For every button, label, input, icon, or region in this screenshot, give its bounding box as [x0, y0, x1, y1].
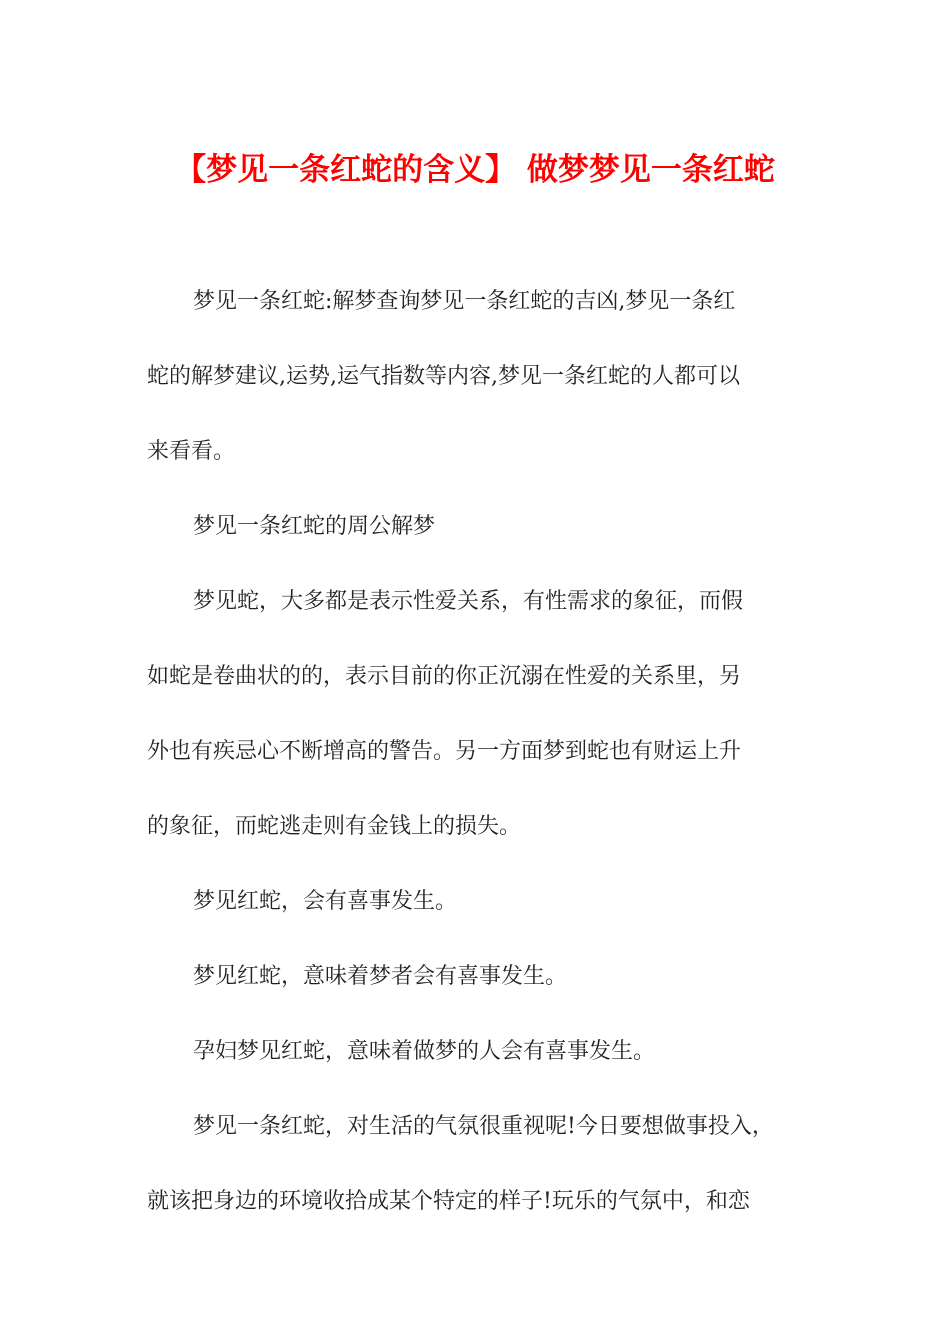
- body-line: 的象征，而蛇逃走则有金钱上的损失。: [147, 814, 522, 839]
- body-line: 孕妇梦见红蛇，意味着做梦的人会有喜事发生。: [193, 1039, 656, 1064]
- document-title: 【梦见一条红蛇的含义】 做梦梦见一条红蛇: [175, 152, 775, 188]
- body-line: 就该把身边的环境收拾成某个特定的样子!玩乐的气氛中，和恋: [147, 1189, 750, 1214]
- body-line: 蛇的解梦建议,运势,运气指数等内容,梦见一条红蛇的人都可以: [147, 364, 740, 389]
- body-line: 外也有疾忌心不断增高的警告。另一方面梦到蛇也有财运上升: [147, 739, 742, 764]
- document-body: [147, 264, 807, 1239]
- body-line: 梦见一条红蛇:解梦查询梦见一条红蛇的吉凶,梦见一条红: [193, 289, 736, 314]
- section-heading: 梦见一条红蛇的周公解梦: [193, 514, 436, 539]
- body-line: 梦见红蛇，会有喜事发生。: [193, 889, 458, 914]
- body-line: 梦见蛇，大多都是表示性爱关系，有性需求的象征，而假: [193, 589, 744, 614]
- body-line: 来看看。: [147, 439, 236, 464]
- body-line: 梦见红蛇，意味着梦者会有喜事发生。: [193, 964, 568, 989]
- body-line: 如蛇是卷曲状的的，表示目前的你正沉溺在性爱的关系里，另: [147, 664, 742, 689]
- body-line: 梦见一条红蛇，对生活的气氛很重视呢!今日要想做事投入，: [193, 1114, 774, 1139]
